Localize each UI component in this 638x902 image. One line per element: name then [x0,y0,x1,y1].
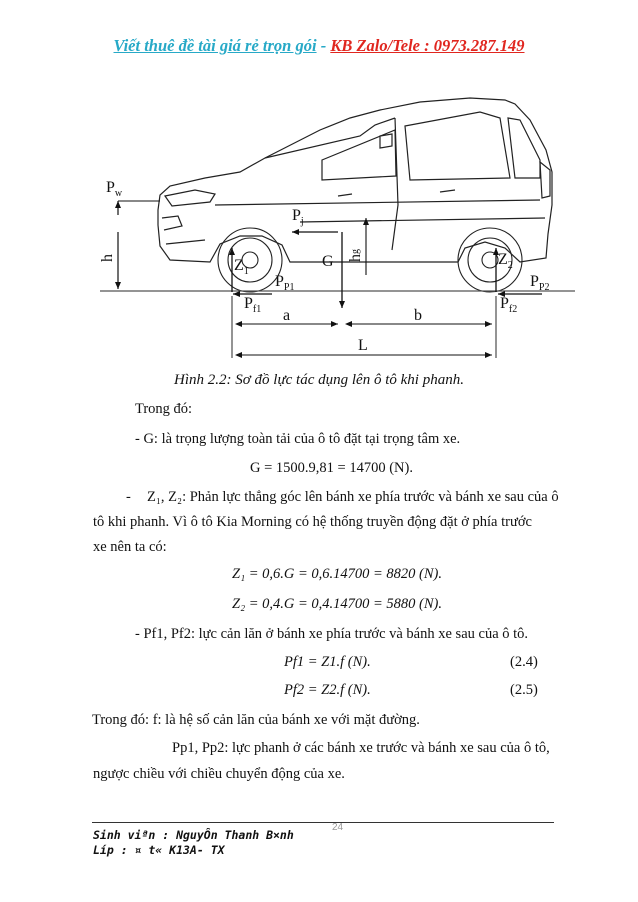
z-dash: - [126,489,131,505]
footer-class: Líp : ¤ t« K13A- TX [93,843,225,857]
front-wheel [218,228,282,292]
equation-pf1: Pf1 = Z1.f (N). [284,654,371,670]
label-g: G [322,253,334,270]
promo-link[interactable]: Viết thuê đề tài giá rẻ trọn gói [113,36,317,55]
equation-number-2-4: (2.4) [510,654,538,670]
equation-number-2-5: (2.5) [510,682,538,698]
header-separator: - [316,36,331,55]
z-definition-line2: tô khi phanh. Vì ô tô Kia Morning có hệ thống truyền động đặt ở phía trước [93,514,532,530]
label-pp1: $P_{P1}$ [275,273,295,293]
figure-caption: Hình 2.2: Sơ đồ lực tác dụng lên ô tô khi phanh. [174,372,464,388]
g-definition: - G: là trọng lượng toàn tải của ô tô đặt tại trọng tâm xe. [135,431,461,447]
label-b: b [414,307,422,324]
where-label: Trong đó: [135,401,193,417]
g-equation: G = 1500.9,81 = 14700 (N). [250,460,413,476]
label-a: a [283,307,291,324]
label-pp2: $P_{P2}$ [530,273,550,293]
label-h: h [99,254,116,262]
pp-definition-line2: ngược chiều với chiều chuyển động của xe. [93,766,345,782]
label-z2: $Z_2$ [498,251,513,271]
pp-definition-line1: Pp1, Pp2: lực phanh ở các bánh xe trước và bánh xe sau của ô tô, [172,740,550,756]
braking-force-diagram [0,90,638,370]
label-pw: $P_w$ [106,179,123,199]
page-number: 24 [332,822,344,833]
footer-divider [92,822,554,823]
label-L: L [358,337,368,354]
equation-pf2: Pf2 = Z2.f (N). [284,682,371,698]
z-definition-line1: Z₁, Z₂: Phản lực thẳng góc lên bánh xe phía trước và bánh xe sau của ô [147,489,559,505]
pf-definition: - Pf1, Pf2: lực cản lăn ở bánh xe phía trước và bánh xe sau của ô tô. [135,626,529,642]
label-pf2: $P_{f2}$ [500,295,518,315]
f-definition: Trong đó: f: là hệ số cản lăn của bánh xe với mặt đường. [92,712,420,728]
contact-link[interactable]: KB Zalo/Tele : 0973.287.149 [330,36,525,55]
page-header [0,36,638,56]
label-hg: hg [347,249,364,262]
label-z1: $Z_1$ [234,257,249,277]
label-pf1: $P_{f1}$ [244,295,262,315]
equation-z2: Z₂ = 0,4.G = 0,4.14700 = 5880 (N). [232,596,443,612]
footer-student: Sinh viªn : NguyÔn Thanh B×nh [93,828,294,842]
z-definition-line3: xe nên ta có: [93,539,167,555]
equation-z1: Z₁ = 0,6.G = 0,6.14700 = 8820 (N). [232,566,443,582]
car-outline [158,98,552,262]
label-pj: $P_j$ [292,207,304,227]
